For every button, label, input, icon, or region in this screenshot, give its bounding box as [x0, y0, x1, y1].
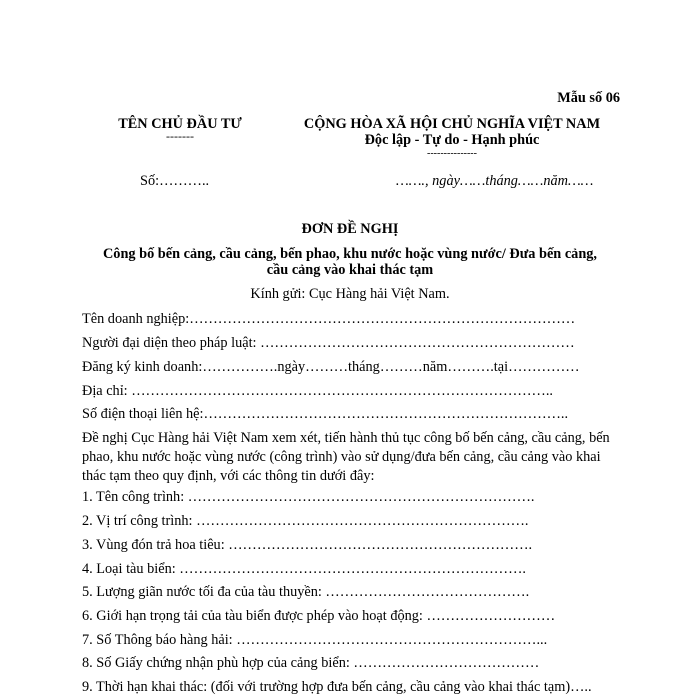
request-paragraph: Đề nghị Cục Hàng hải Việt Nam xem xét, tiến hành thủ tục công bố bến cảng, cầu cảng, bến phao, khu nước hoặc vùng nước (công trình) vào sử dụng/đưa bến cảng, cầu cảng vào khai thác tạm theo quy định, với các thông tin dưới đây: — [82, 430, 610, 484]
item-max-displacement: 5. Lượng giãn nước tối đa của tàu thuyền: ……………………………………. — [82, 584, 530, 600]
item-pilot-area: 3. Vùng đón trả hoa tiêu: ………………………………………………………. — [82, 537, 533, 553]
motto-divider: --------------- — [427, 148, 477, 159]
document-title: ĐƠN ĐỀ NGHỊ — [301, 221, 399, 237]
field-phone: Số điện thoại liên hệ:………………………………………………………………….. — [82, 406, 569, 422]
country-heading: CỘNG HÒA XÃ HỘI CHỦ NGHĨA VIỆT NAM — [303, 116, 601, 132]
motto: Độc lập - Tự do - Hạnh phúc — [364, 132, 540, 148]
item-operation-period: 9. Thời hạn khai thác: (đối với trường hợp đưa bến cảng, cầu cảng vào khai thác tạm)….. — [82, 679, 592, 695]
field-legal-representative: Người đại diện theo pháp luật: ………………………………………………………… — [82, 335, 575, 351]
item-ship-type: 4. Loại tàu biển: ………………………………………………………………. — [82, 561, 526, 577]
item-maritime-notice: 7. Số Thông báo hàng hải: ………………………………………………………... — [82, 632, 548, 648]
form-number: Mẫu số 06 — [557, 90, 620, 106]
document-subtitle-line1: Công bố bến cảng, cầu cảng, bến phao, khu nước hoặc vùng nước/ Đưa bến cảng, — [102, 246, 597, 262]
investor-name-heading: TÊN CHỦ ĐẦU TƯ — [118, 116, 242, 132]
item-tonnage-limit: 6. Giới hạn trọng tải của tàu biển được phép vào hoạt động: ……………………… — [82, 608, 556, 624]
investor-divider: ------- — [166, 129, 194, 143]
document-subtitle-line2: cầu cảng vào khai thác tạm — [266, 262, 434, 278]
document-number: Số:……….. — [140, 173, 210, 189]
item-project-name: 1. Tên công trình: ………………………………………………………………. — [82, 489, 535, 505]
item-port-certificate: 8. Số Giấy chứng nhận phù hợp của cảng biển: ………………………………… — [82, 655, 540, 671]
recipient-line: Kính gửi: Cục Hàng hải Việt Nam. — [250, 286, 450, 302]
document-date: ……., ngày……tháng……năm…… — [396, 173, 594, 189]
field-business-registration: Đăng ký kinh doanh:…………….ngày………tháng………năm……….tại…………… — [82, 359, 580, 375]
item-project-location: 2. Vị trí công trình: ……………………………………………………………. — [82, 513, 529, 529]
field-company-name: Tên doanh nghiệp:……………………………………………………………………… — [82, 311, 576, 327]
field-address: Địa chỉ: …………………………………………………………………………….. — [82, 383, 553, 399]
